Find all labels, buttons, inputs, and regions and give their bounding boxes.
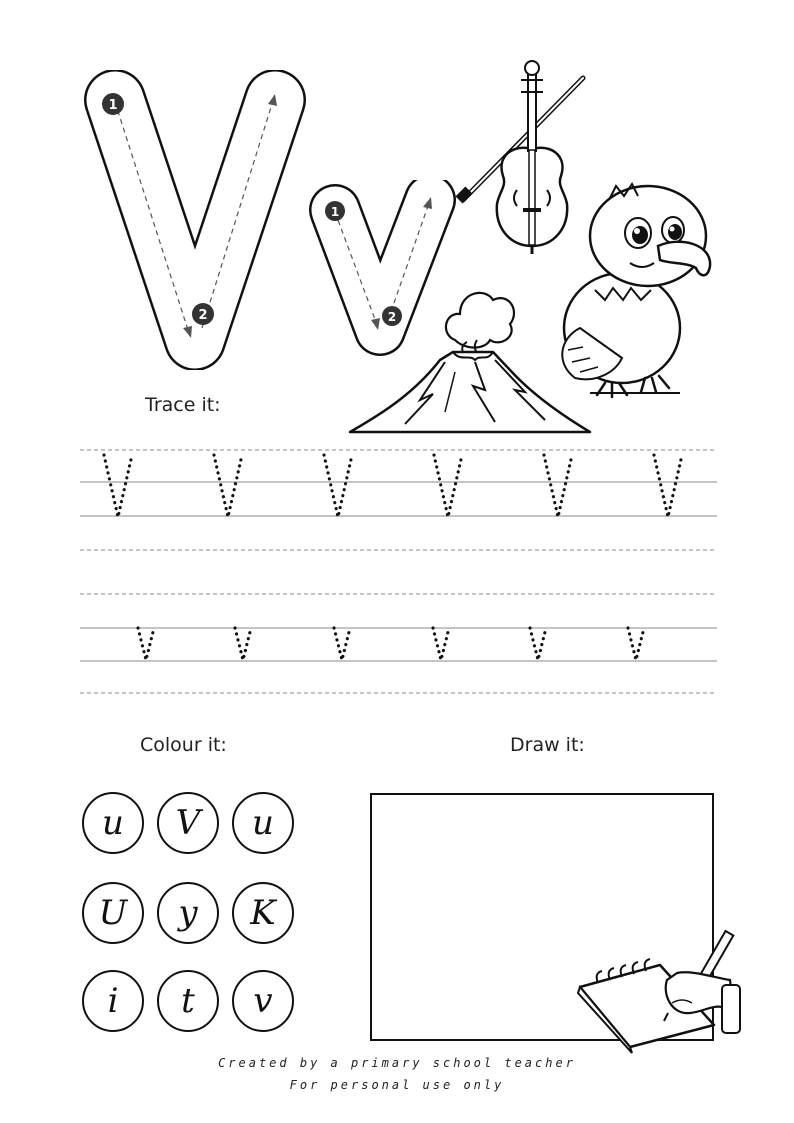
trace-letter-V — [434, 455, 462, 517]
trace-letter-V — [544, 455, 572, 517]
stroke-number-2: 2 — [198, 308, 208, 323]
colour-circle[interactable]: U — [82, 882, 144, 944]
trace-letter-V — [214, 455, 242, 517]
trace-row-lowercase — [80, 620, 717, 670]
stroke-number-2-lower: 2 — [387, 310, 397, 324]
draw-it-label: Draw it: — [510, 734, 585, 756]
trace-letter-v — [433, 628, 449, 660]
volcano-icon — [345, 282, 595, 442]
stroke-number-1: 1 — [108, 98, 118, 113]
trace-letter-v — [530, 628, 546, 660]
uppercase-letter-outline — [70, 70, 320, 370]
trace-letter-v — [628, 628, 644, 660]
colour-circle[interactable]: i — [82, 970, 144, 1032]
trace-row-uppercase — [80, 445, 717, 525]
colour-circle[interactable]: v — [232, 970, 294, 1032]
colour-circle[interactable]: u — [82, 792, 144, 854]
footer-usage: For personal use only — [289, 1078, 505, 1092]
trace-letter-V — [324, 455, 352, 517]
trace-letter-V — [654, 455, 682, 517]
stroke-number-1-lower: 1 — [330, 205, 340, 219]
trace-letter-v — [334, 628, 350, 660]
colour-circle[interactable]: K — [232, 882, 294, 944]
footer-credit: Created by a primary school teacher — [218, 1056, 576, 1070]
trace-letter-V — [104, 455, 132, 517]
colour-circle[interactable]: y — [157, 882, 219, 944]
colour-circle[interactable]: u — [232, 792, 294, 854]
colour-circle[interactable]: V — [157, 792, 219, 854]
notepad-drawing-icon — [572, 925, 747, 1055]
trace-letter-v — [138, 628, 154, 660]
colour-circle[interactable]: t — [157, 970, 219, 1032]
trace-letter-v — [235, 628, 251, 660]
colour-it-label: Colour it: — [140, 734, 227, 756]
trace-it-label: Trace it: — [145, 394, 221, 416]
